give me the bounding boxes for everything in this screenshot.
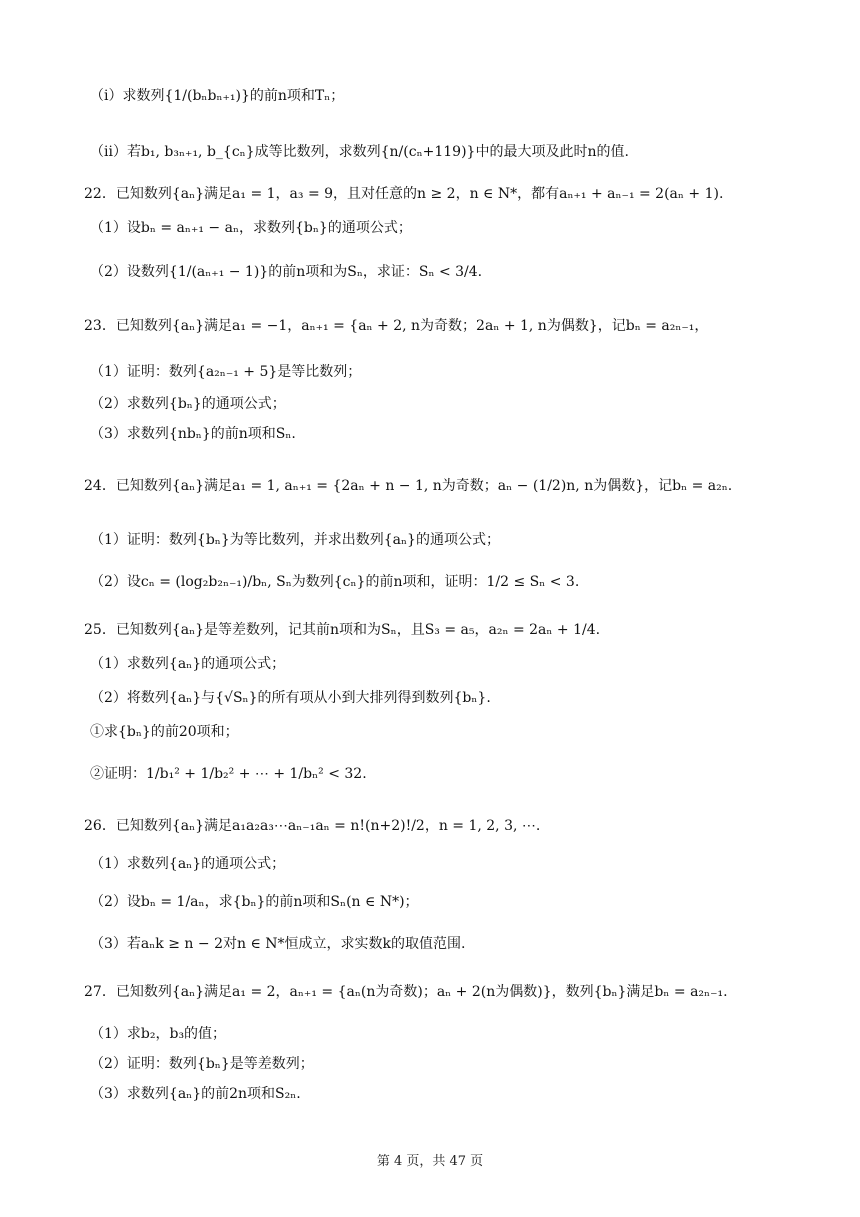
text-line: （1）求b₂，b₃的值； [90,1026,227,1042]
text-line: （ⅱ）若b₁, b₃ₙ₊₁, b_{cₙ}成等比数列，求数列{n/(cₙ+119)}中的最大项及此时n的值. [90,144,629,160]
text-line: ①求{bₙ}的前20项和； [90,724,239,740]
text-line: （2）求数列{bₙ}的通项公式； [90,396,286,412]
text-line: （2）设数列{1/(aₙ₊₁ − 1)}的前n项和为Sₙ，求证：Sₙ < 3/4. [90,264,483,280]
text-line: （1）求数列{aₙ}的通项公式； [90,656,286,672]
text-line: （1）证明：数列{a₂ₙ₋₁ + 5}是等比数列； [90,364,362,380]
text-line: （2）将数列{aₙ}与{√Sₙ}的所有项从小到大排列得到数列{bₙ}. [90,690,491,706]
text-line: 25．已知数列{aₙ}是等差数列，记其前n项和为Sₙ，且S₃ = a₅，a₂ₙ = 2aₙ + 1/4. [84,622,601,638]
text-line: 24．已知数列{aₙ}满足a₁ = 1, aₙ₊₁ = {2aₙ + n − 1, n为奇数；aₙ − (1/2)n, n为偶数}，记bₙ = a₂ₙ. [84,478,733,494]
text-line: （1）证明：数列{bₙ}为等比数列，并求出数列{aₙ}的通项公式； [90,532,500,548]
text-line: （3）若aₙk ≥ n − 2对n ∈ N*恒成立，求实数k的取值范围. [90,936,466,952]
text-line: 22．已知数列{aₙ}满足a₁ = 1，a₃ = 9，且对任意的n ≥ 2，n ∈ N*，都有aₙ₊₁ + aₙ₋₁ = 2(aₙ + 1). [84,186,724,202]
text-line: （3）求数列{aₙ}的前2n项和S₂ₙ. [90,1086,301,1102]
text-line: （2）设cₙ = (log₂b₂ₙ₋₁)/bₙ, Sₙ为数列{cₙ}的前n项和，证明：1/2 ≤ Sₙ < 3. [90,574,580,590]
text-line: （3）求数列{nbₙ}的前n项和Sₙ. [90,426,296,442]
text-line: （2）证明：数列{bₙ}是等差数列； [90,1056,314,1072]
text-line: 27．已知数列{aₙ}满足a₁ = 2，aₙ₊₁ = {aₙ(n为奇数)；aₙ + 2(n为偶数)}，数列{bₙ}满足bₙ = a₂ₙ₋₁. [84,984,728,1000]
text-line: 26．已知数列{aₙ}满足a₁a₂a₃⋯aₙ₋₁aₙ = n!(n+2)!/2，n = 1, 2, 3, ⋯. [84,818,541,834]
text-line: （ⅰ）求数列{1/(bₙbₙ₊₁)}的前n项和Tₙ； [90,88,345,104]
text-line: 23．已知数列{aₙ}满足a₁ = −1，aₙ₊₁ = {aₙ + 2, n为奇数；2aₙ + 1, n为偶数}，记bₙ = a₂ₙ₋₁， [84,318,709,334]
text-line: （2）设bₙ = 1/aₙ，求{bₙ}的前n项和Sₙ(n ∈ N*)； [90,894,419,910]
text-line: ②证明：1/b₁² + 1/b₂² + ⋯ + 1/bₙ² < 32. [90,766,367,782]
page-footer: 第 4 页，共 47 页 [376,1154,484,1169]
text-line: （1）设bₙ = aₙ₊₁ − aₙ，求数列{bₙ}的通项公式； [90,220,412,236]
text-line: （1）求数列{aₙ}的通项公式； [90,856,286,872]
